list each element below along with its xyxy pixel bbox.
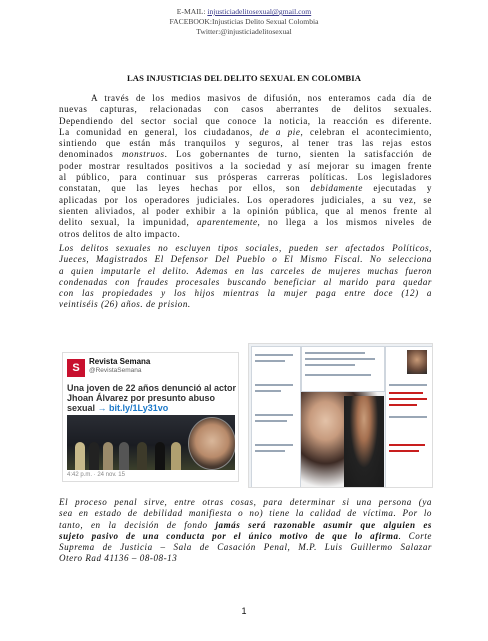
header-twitter: Twitter:@injusticiadelitosexual: [196, 27, 292, 36]
para2-line: a quien imputarle el delito. Ademas en las carceles de mujeres muchas fueron: [59, 265, 432, 276]
para3-line: sea en estado de debilidad manifiesta o no) tiene la calidad de víctima. Por lo: [59, 508, 432, 519]
tweet-image: [62, 352, 239, 482]
para2-line: Jueces, Magistrados El Defensor Del Pueblo o El Mismo Fiscal. No selecciona: [59, 254, 432, 265]
para3-line: sujeto pasivo de una conducta por el único motivo de que lo afirma. Corte: [59, 530, 432, 541]
paragraph-1: [59, 93, 432, 240]
email-prefix: E-MAIL:: [176, 7, 208, 16]
paragraph-3: [59, 497, 432, 565]
para1-line: sienten aliviados, al poder exhibir a la opinión pública, que al menos frente al: [59, 205, 432, 216]
para1-line: sintiendo que están más tranquilos y seguros, al tener tras las rejas estos: [59, 138, 432, 149]
para1-line: denominados monstruos. Los gobernantes de turno, sienten la satisfacción de: [59, 149, 432, 160]
tweet-handle: @RevistaSemana: [89, 367, 142, 374]
tweet-text: Una joven de 22 años denunció al actor Jhoan Álvarez por presunto abuso sexual → bit.ly/1Ly31vo: [67, 383, 237, 413]
collage-column-left: [251, 346, 301, 488]
header-facebook: FACEBOOK:Injusticias Delito Sexual Colombia: [169, 17, 319, 26]
para1-line: aplicadas por los operadores judiciales. Los operadores judiciales, a su vez, se: [59, 194, 432, 205]
tweet-account-name: Revista Semana: [89, 357, 151, 366]
para2-line: condenadas con fraudes procesales buscando beneficiar al marido para quedar: [59, 276, 432, 287]
header-email: [0, 7, 488, 16]
page-number: 1: [241, 606, 247, 616]
semana-logo-icon: S: [67, 359, 85, 377]
tweet-photo: [67, 415, 235, 470]
para2-line: con las propiedades y los hijos mientras la mujer paga entre doce (12) a: [59, 288, 432, 299]
para3-line: tanto, en la decisión de fondo jamás será razonable asumir que alguien es: [59, 519, 432, 530]
tweet-link[interactable]: → bit.ly/1Ly31vo: [97, 403, 169, 413]
para1-line: constatan, que las leyes hechas por ellos, son debidamente ejecutadas y: [59, 183, 432, 194]
news-collage-image: [248, 343, 433, 488]
tweet-portrait: [188, 417, 235, 470]
tweet-timestamp: 4:42 p.m. · 24 nov. 15: [67, 472, 125, 478]
para1-line: al público, para continuar sus prósperas carreras políticas. Los legisladores: [59, 172, 432, 183]
para2-line: veintiséis (26) años. de prision.: [59, 299, 191, 310]
para3-line: Otero Rad 41136 – 08-08-13: [59, 553, 178, 564]
para1-line: delito sexual, la impunidad, aparentemente, no llega a los mismos niveles de: [59, 217, 432, 228]
para1-line: otros delitos de alto impacto.: [59, 228, 181, 239]
para2-line: Los delitos sexuales no escluyen tipos sociales, pueden ser afectados Políticos,: [59, 243, 432, 253]
paragraph-2: [59, 243, 432, 311]
para1-line: Dependiendo del sector social que conoce la noticia, la reacción es diferente.: [59, 115, 432, 126]
para3-line: Suprema de Justicia – Sala de Casación Penal, M.P. Luis Guillermo Salazar: [59, 542, 432, 553]
email-link[interactable]: injusticiadelitosexual@gmail.com: [207, 7, 312, 16]
document-title: LAS INJUSTICIAS DEL DELITO SEXUAL EN COLOMBIA: [126, 73, 362, 83]
para3-line: El proceso penal sirve, entre otras cosas, para determinar si una persona (ya: [59, 497, 432, 507]
para1-line: poder mostrar resultados positivos a la sociedad y así mejorar su imagen frente: [59, 160, 432, 171]
para1-line: A través de los medios masivos de difusión, nos enteramos cada día de: [91, 93, 432, 103]
para1-line: nuevas capturas, relacionadas con casos aberrantes de delitos sexuales.: [59, 104, 432, 115]
para1-line: La comunidad en general, los ciudadanos, de a pie, celebran el acontecimiento,: [59, 126, 432, 137]
